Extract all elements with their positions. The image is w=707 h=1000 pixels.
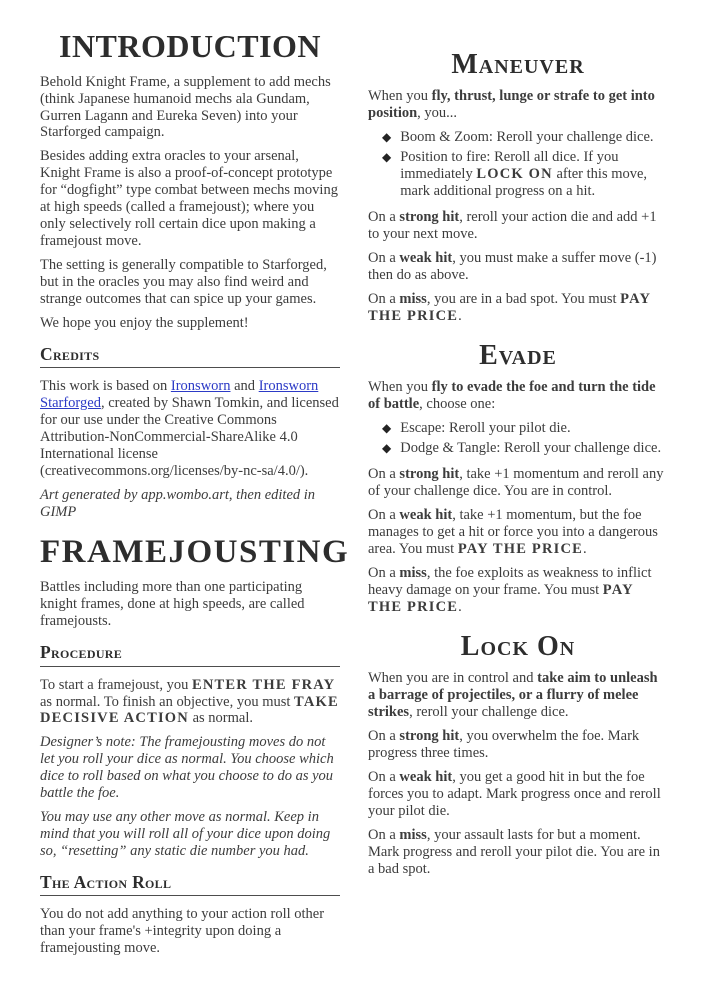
- credits-art-note: [40, 487, 340, 521]
- move-maneuver: [368, 50, 668, 325]
- text-run: Boom & Zoom: Reroll your challenge dice.: [400, 129, 654, 146]
- text-run: , you must make a suffer move (-1) then do as above.: [368, 250, 657, 283]
- text-run: This work is based on: [40, 378, 171, 395]
- evade-title: Evade: [479, 339, 557, 371]
- text-run: When you: [368, 88, 432, 105]
- text-run: , you are in a bad spot. You must: [426, 290, 621, 307]
- maneuver-trigger: [368, 88, 668, 122]
- text-run: weak hit: [399, 768, 453, 785]
- text-run: PAY THE PRICE: [368, 290, 651, 324]
- maneuver-option-1: [400, 129, 668, 146]
- evade-weak-hit: [368, 507, 668, 558]
- text-run: , created by Shawn Tomkin, and licensed for our use under the Creative Commons Attribution-NonCommercial-ShareAlike 4.0 International license (creativecommons.org/licenses/by-nc-sa/4.0/).: [40, 395, 339, 479]
- lock-on-strong-hit: [368, 728, 668, 762]
- text-run: , reroll your challenge dice.: [409, 703, 569, 720]
- lock-on-weak-hit: [368, 769, 668, 820]
- text-run: as normal.: [188, 710, 253, 727]
- text-run: , take +1 momentum and reroll any of your challenge dice. You are in control.: [368, 466, 664, 499]
- text-run: On a: [368, 250, 400, 267]
- text-run: On a: [368, 209, 400, 226]
- text-run: On a: [368, 290, 400, 307]
- diamond-bullet-icon: ◆: [382, 130, 392, 145]
- lock-on-miss: [368, 827, 668, 878]
- text-run: miss: [399, 290, 427, 307]
- link-ironsworn[interactable]: Ironsworn: [170, 378, 231, 395]
- left-column: [40, 28, 350, 1000]
- text-run: PAY THE PRICE: [457, 540, 584, 557]
- text-run: Art generated by app.wombo.art, then edited in GIMP: [40, 486, 316, 520]
- text-run: fly to evade the foe and turn the tide of battle: [368, 379, 656, 413]
- text-run: The setting is generally compatible to Starforged, but in the oracles you may also find weird and strange outcomes that can spice up your games.: [40, 257, 327, 308]
- intro-paragraph-4: [40, 315, 340, 332]
- evade-option-1: [400, 420, 668, 437]
- procedure-heading: Procedure: [40, 643, 340, 666]
- link-ironsworn-starforged[interactable]: Ironsworn Starforged: [40, 378, 319, 412]
- framejousting-title: FRAMEJOUSTING: [40, 533, 350, 570]
- action-roll-paragraph: [40, 906, 340, 957]
- list-item: [382, 149, 668, 200]
- intro-paragraph-3: [40, 257, 340, 308]
- text-run: strong hit: [399, 727, 460, 744]
- text-run: .: [458, 598, 462, 615]
- text-run: On a: [368, 564, 400, 581]
- text-run: Behold Knight Frame, a supplement to add mechs (think Japanese humanoid mechs ala Gundam, Gurren Lagann and Eureka Seven) into your Starforged campaign.: [40, 73, 331, 141]
- text-run: Battles including more than one participating knight frames, done at high speeds, are called framejousts.: [40, 579, 305, 630]
- list-item: [382, 440, 668, 457]
- lock-on-title: Lock On: [460, 630, 576, 662]
- maneuver-weak-hit: [368, 250, 668, 284]
- text-run: You may use any other move as normal. Keep in mind that you will roll all of your dice upon doing so, “resetting” any static die number you had.: [40, 809, 331, 860]
- text-run: , you...: [417, 105, 458, 122]
- text-run: PAY THE PRICE: [368, 581, 634, 615]
- text-run: On a: [368, 466, 400, 483]
- text-run: Designer’s note: The framejousting moves do not let you roll your dice as normal. You choose which dice to roll based on what you choose to do as you battle the foe.: [40, 734, 334, 802]
- text-run: .: [583, 540, 587, 557]
- evade-strong-hit: [368, 466, 668, 500]
- text-run: , choose one:: [419, 396, 496, 413]
- maneuver-miss: [368, 291, 668, 325]
- maneuver-strong-hit: [368, 209, 668, 243]
- text-run: When you are in control and: [368, 670, 538, 687]
- diamond-bullet-icon: ◆: [382, 150, 392, 165]
- procedure-designers-note-2: [40, 809, 340, 860]
- credits-heading: Credits: [40, 345, 340, 368]
- evade-option-2: [400, 440, 668, 457]
- evade-trigger: [368, 379, 668, 413]
- text-run: On a: [368, 727, 400, 744]
- move-lock-on: [368, 632, 668, 878]
- right-column: [368, 30, 668, 1000]
- evade-miss: [368, 565, 668, 616]
- text-run: TAKE DECISIVE ACTION: [40, 693, 339, 727]
- text-run: , your assault lasts for but a moment. Mark progress and reroll your pilot die. You are in a bad spot.: [368, 826, 660, 877]
- diamond-bullet-icon: ◆: [382, 421, 392, 436]
- text-run: Dodge & Tangle: Reroll your challenge dice.: [400, 440, 662, 457]
- text-run: and: [230, 378, 259, 395]
- diamond-bullet-icon: ◆: [382, 441, 392, 456]
- procedure-designers-note: [40, 734, 340, 802]
- text-run: Position to fire: Reroll all dice. If you immediately: [400, 149, 619, 183]
- text-run: On a: [368, 826, 400, 843]
- framejousting-paragraph: [40, 579, 340, 630]
- text-run: miss: [399, 564, 427, 581]
- text-run: We hope you enjoy the supplement!: [40, 314, 249, 331]
- intro-paragraph-1: [40, 74, 340, 142]
- text-run: LOCK ON: [476, 166, 553, 183]
- credits-paragraph: [40, 378, 340, 480]
- text-run: When you: [368, 379, 432, 396]
- maneuver-options-list: [368, 129, 668, 200]
- action-roll-heading: The Action Roll: [40, 873, 340, 896]
- text-run: , you overwhelm the foe. Mark progress three times.: [368, 727, 640, 761]
- text-run: take aim to unleash a barrage of projectiles, or a flurry of melee strikes: [368, 670, 658, 720]
- text-run: fly, thrust, lunge or strafe to get into position: [368, 88, 655, 122]
- introduction-title: INTRODUCTION: [58, 28, 322, 64]
- procedure-paragraph-1: [40, 677, 340, 728]
- text-run: strong hit: [399, 209, 460, 226]
- text-run: , you get a good hit in but the foe forces you to adapt. Mark progress once and reroll your pilot die.: [368, 768, 661, 819]
- maneuver-title: Maneuver: [451, 49, 585, 80]
- text-run: Besides adding extra oracles to your arsenal, Knight Frame is also a proof-of-concept prototype for “dogfight” type combat between mechs moving at high speeds (called a framejoust); where you only selectively roll certain dice upon making a framejoust move.: [40, 148, 338, 250]
- text-run: To start a framejoust, you: [40, 676, 193, 693]
- text-run: On a: [368, 768, 400, 785]
- text-run: strong hit: [399, 466, 460, 483]
- text-run: .: [458, 307, 462, 324]
- lock-on-trigger: [368, 670, 668, 721]
- text-run: Escape: Reroll your pilot die.: [400, 420, 571, 437]
- evade-options-list: [368, 420, 668, 457]
- text-run: as normal. To finish an objective, you must: [40, 693, 295, 710]
- text-run: weak hit: [399, 506, 453, 523]
- text-run: On a: [368, 506, 400, 523]
- text-run: miss: [399, 826, 427, 843]
- text-run: You do not add anything to your action roll other than your frame's +integrity upon doing a framejousting move.: [40, 906, 325, 957]
- intro-paragraph-2: [40, 148, 340, 250]
- text-run: after this move, mark additional progress on a hit.: [400, 166, 648, 200]
- list-item: [382, 129, 668, 146]
- text-run: , reroll your action die and add +1 to your next move.: [368, 209, 657, 243]
- text-run: ENTER THE FRAY: [192, 676, 336, 693]
- text-run: , the foe exploits as weakness to inflict heavy damage on your frame. You must: [368, 564, 652, 598]
- text-run: , take +1 momentum, but the foe manages to get a hit or force you into a dangerous area. You must: [368, 506, 658, 557]
- move-evade: [368, 341, 668, 616]
- list-item: [382, 420, 668, 437]
- maneuver-option-2: [400, 149, 668, 200]
- text-run: weak hit: [399, 250, 453, 267]
